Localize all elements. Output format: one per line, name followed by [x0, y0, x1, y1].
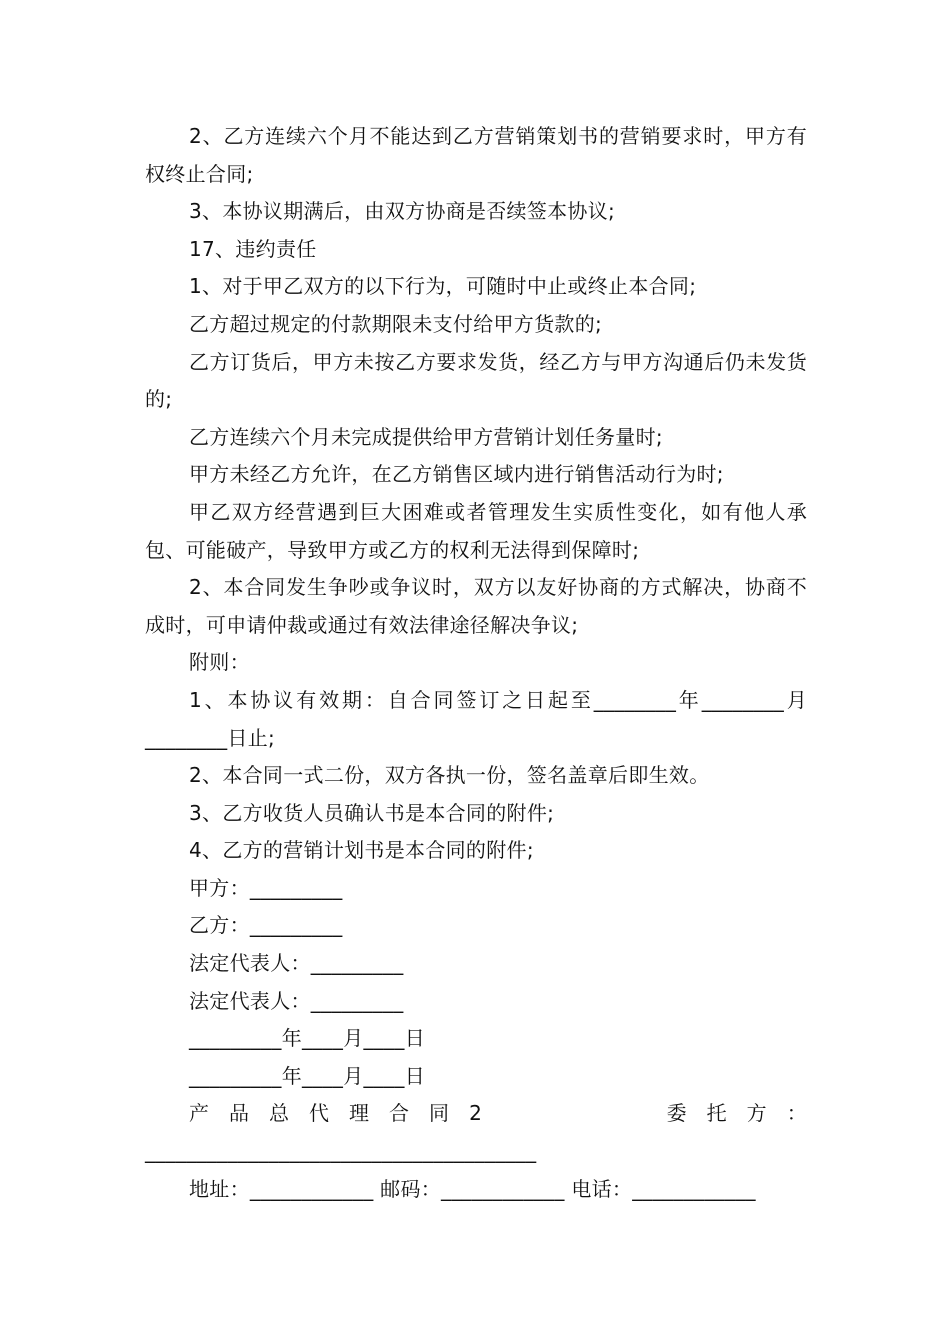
paragraph: 甲方未经乙方允许，在乙方销售区域内进行销售活动行为时;	[189, 462, 724, 487]
paragraph: 3、本协议期满后，由双方协商是否续签本协议;	[189, 199, 616, 224]
paragraph: 甲乙双方经营遇到巨大困难或者管理发生实质性变化，如有他人承包、可能破产，导致甲方或乙方的权利无法得到保障时;	[145, 499, 807, 562]
paragraph: 乙方订货后，甲方未按乙方要求发货，经乙方与甲方沟通后仍未发货的;	[145, 349, 807, 412]
legal-representative-line: 法定代表人：_________	[189, 988, 404, 1013]
signature-line-party-a: 甲方：_________	[189, 875, 343, 900]
section-heading: 17、违约责任	[189, 236, 317, 261]
paragraph: 2、本合同发生争吵或争议时，双方以友好协商的方式解决，协商不成时，可申请仲裁或通过有效法律途径解决争议;	[145, 575, 807, 637]
section-heading: 附则：	[189, 650, 250, 675]
legal-representative-line: 法定代表人：_________	[189, 951, 404, 976]
paragraph: 4、乙方的营销计划书是本合同的附件;	[189, 838, 534, 863]
signature-line-party-b: 乙方：_________	[189, 913, 343, 938]
paragraph: 2、乙方连续六个月不能达到乙方营销策划书的营销要求时，甲方有权终止合同;	[145, 124, 807, 186]
paragraph: 3、乙方收货人员确认书是本合同的附件;	[189, 800, 555, 825]
document-body	[145, 118, 807, 1208]
paragraph: 1、本协议有效期：自合同签订之日起至________年________月________日止;	[145, 687, 807, 750]
contract-title-line: 产品总代理合同2 委托方：______________________________________	[145, 1101, 807, 1164]
date-line: _________年____月____日	[189, 1026, 425, 1051]
paragraph: 2、本合同一式二份，双方各执一份，签名盖章后即生效。	[189, 763, 710, 788]
date-line: _________年____月____日	[189, 1063, 425, 1088]
paragraph: 乙方连续六个月未完成提供给甲方营销计划任务量时;	[189, 424, 663, 449]
paragraph: 乙方超过规定的付款期限未支付给甲方货款的;	[189, 311, 603, 336]
paragraph: 1、对于甲乙双方的以下行为，可随时中止或终止本合同;	[189, 274, 697, 299]
contact-info-line: 地址：____________ 邮码：____________ 电话：____________	[189, 1176, 756, 1201]
